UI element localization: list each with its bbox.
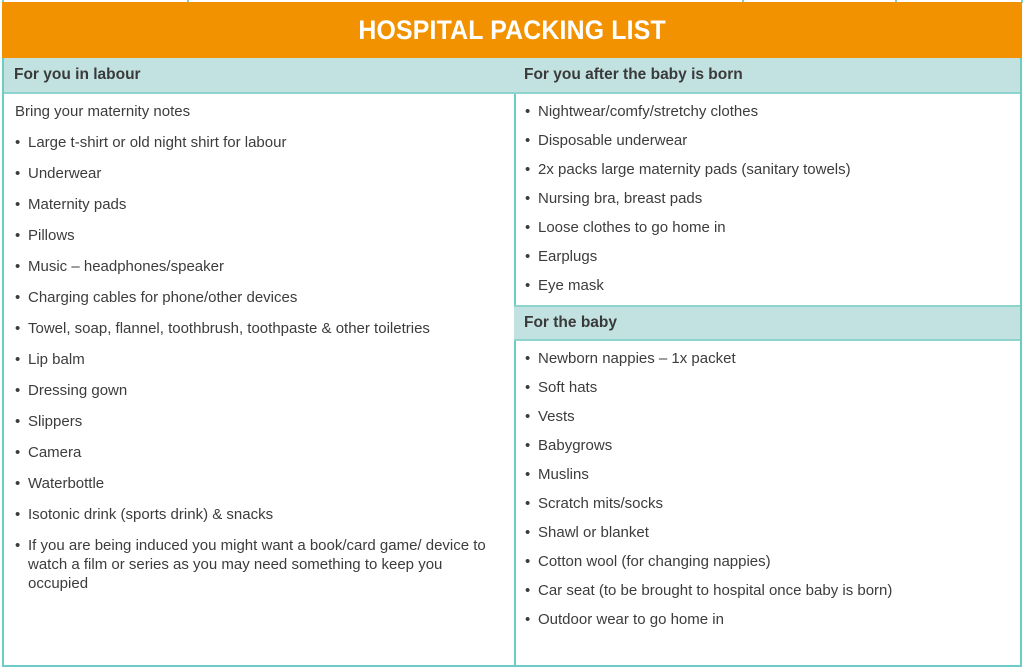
- list-item: [15, 164, 504, 183]
- section-header-labour: For you in labour: [4, 58, 514, 94]
- item-label: Slippers: [28, 413, 83, 430]
- bullet-icon: •: [15, 165, 21, 182]
- item-label: Waterbottle: [28, 475, 105, 492]
- bullet-icon: •: [525, 277, 531, 294]
- item-label: Soft hats: [538, 379, 598, 396]
- packing-table: [2, 58, 1022, 667]
- list-item: [525, 436, 1010, 455]
- list-item: [525, 465, 1010, 484]
- bullet-icon: •: [15, 537, 21, 554]
- item-label: Charging cables for phone/other devices: [28, 289, 298, 306]
- bullet-icon: •: [525, 408, 531, 425]
- bullet-icon: •: [525, 495, 531, 512]
- item-label: Isotonic drink (sports drink) & snacks: [28, 506, 274, 523]
- bullet-icon: •: [525, 350, 531, 367]
- list-item: [525, 189, 1010, 208]
- bullet-icon: •: [15, 444, 21, 461]
- bullet-icon: •: [525, 219, 531, 236]
- bullet-icon: •: [15, 382, 21, 399]
- item-label: Towel, soap, flannel, toothbrush, toothpaste & other toiletries: [28, 320, 430, 337]
- item-label: Large t-shirt or old night shirt for labour: [28, 134, 287, 151]
- bullet-icon: •: [15, 258, 21, 275]
- bullet-icon: •: [15, 351, 21, 368]
- item-label: Nightwear/comfy/stretchy clothes: [538, 103, 759, 120]
- item-label: Loose clothes to go home in: [538, 219, 726, 236]
- list-item: [15, 350, 504, 369]
- list-item: [525, 131, 1010, 150]
- list-item: [525, 102, 1010, 121]
- labour-column: [4, 58, 516, 665]
- bullet-icon: •: [15, 475, 21, 492]
- item-label: Dressing gown: [28, 382, 128, 399]
- bullet-icon: •: [525, 248, 531, 265]
- bullet-icon: •: [525, 103, 531, 120]
- section-header-baby: For the baby: [514, 305, 1020, 341]
- bullet-icon: •: [15, 320, 21, 337]
- list-item: [15, 133, 504, 152]
- list-item: [15, 319, 504, 338]
- labour-list: [4, 94, 514, 593]
- list-item: [525, 378, 1010, 397]
- bullet-icon: •: [15, 413, 21, 430]
- item-label: Bring your maternity notes: [15, 103, 191, 120]
- after-birth-list: [514, 94, 1020, 295]
- item-label: Nursing bra, breast pads: [538, 190, 703, 207]
- item-label: Underwear: [28, 165, 102, 182]
- baby-list: [514, 341, 1020, 629]
- list-item: [15, 505, 504, 524]
- bullet-icon: •: [525, 524, 531, 541]
- section-header-after-birth: For you after the baby is born: [514, 58, 1020, 94]
- item-label: Muslins: [538, 466, 589, 483]
- item-label: Vests: [538, 408, 575, 425]
- title-band: [2, 2, 1022, 58]
- list-item: [525, 581, 1010, 600]
- bullet-icon: •: [525, 553, 531, 570]
- list-item: [15, 381, 504, 400]
- list-item: [15, 226, 504, 245]
- item-label: 2x packs large maternity pads (sanitary towels): [538, 161, 851, 178]
- item-label: If you are being induced you might want a book/card game/ device to watch a film or series as you may need something to keep you occupied: [28, 537, 486, 592]
- bullet-icon: •: [525, 437, 531, 454]
- list-item-intro: [15, 102, 504, 121]
- item-label: Pillows: [28, 227, 75, 244]
- item-label: Disposable underwear: [538, 132, 688, 149]
- list-item: [525, 160, 1010, 179]
- page-title: HOSPITAL PACKING LIST: [358, 14, 666, 45]
- list-item: [525, 247, 1010, 266]
- list-item: [525, 349, 1010, 368]
- list-item: [525, 552, 1010, 571]
- list-item: [15, 443, 504, 462]
- item-label: Outdoor wear to go home in: [538, 611, 724, 628]
- bullet-icon: •: [525, 132, 531, 149]
- list-item: [15, 288, 504, 307]
- item-label: Car seat (to be brought to hospital once baby is born): [538, 582, 893, 599]
- list-item: [15, 474, 504, 493]
- list-item: [525, 610, 1010, 629]
- list-item: [525, 523, 1010, 542]
- item-label: Babygrows: [538, 437, 613, 454]
- item-label: Cotton wool (for changing nappies): [538, 553, 771, 570]
- bullet-icon: •: [15, 196, 21, 213]
- bullet-icon: •: [15, 227, 21, 244]
- list-item: [525, 494, 1010, 513]
- bullet-icon: •: [15, 134, 21, 151]
- item-label: Music – headphones/speaker: [28, 258, 224, 275]
- list-item: [15, 412, 504, 431]
- item-label: Shawl or blanket: [538, 524, 649, 541]
- list-item: [15, 257, 504, 276]
- list-item: [525, 218, 1010, 237]
- list-item: [15, 536, 504, 593]
- bullet-icon: •: [525, 466, 531, 483]
- item-label: Camera: [28, 444, 82, 461]
- bullet-icon: •: [525, 190, 531, 207]
- bullet-icon: •: [525, 611, 531, 628]
- list-item: [15, 195, 504, 214]
- item-label: Scratch mits/socks: [538, 495, 664, 512]
- list-item: [525, 407, 1010, 426]
- after-birth-column: [514, 58, 1020, 665]
- item-label: Eye mask: [538, 277, 604, 294]
- item-label: Earplugs: [538, 248, 598, 265]
- bullet-icon: •: [525, 161, 531, 178]
- item-label: Lip balm: [28, 351, 85, 368]
- list-item: [525, 276, 1010, 295]
- bullet-icon: •: [15, 506, 21, 523]
- bullet-icon: •: [525, 582, 531, 599]
- bullet-icon: •: [15, 289, 21, 306]
- item-label: Maternity pads: [28, 196, 127, 213]
- item-label: Newborn nappies – 1x packet: [538, 350, 736, 367]
- bullet-icon: •: [525, 379, 531, 396]
